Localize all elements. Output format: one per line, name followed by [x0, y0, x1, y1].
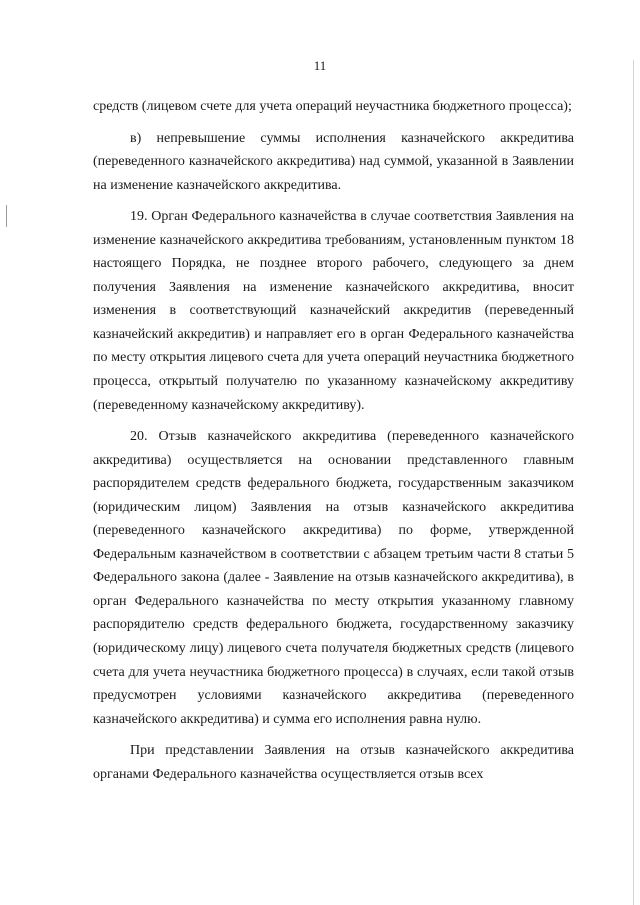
document-body: [93, 95, 574, 794]
paragraph-continuation: средств (лицевом счете для учета операций неучастника бюджетного процесса);: [93, 99, 572, 114]
paragraph-item-v: в) непревышение суммы исполнения казначейского аккредитива (переведенного казначейского аккредитива) над суммой, указанной в Заявлении на изменение казначейского аккредитива.: [93, 130, 574, 193]
paragraph-19: 19. Орган Федерального казначейства в случае соответствия Заявления на изменение казначейского аккредитива требованиям, установленным пунктом 18 настоящего Порядка, не позднее второго рабочего, следующего за днем получения Заявления на изменение казначейского аккредитива, вносит изменения в соответствующий казначейский аккредитив (переведенный казначейский аккредитив) и направляет его в орган Федерального казначейства по месту открытия лицевого счета для учета операций неучастника бюджетного процесса, открытый получателю по указанному казначейскому аккредитиву (переведенному казначейскому аккредитиву).: [93, 209, 574, 413]
paragraph-withdrawal: При представлении Заявления на отзыв казначейского аккредитива органами Федерального казначейства осуществляется отзыв всех: [93, 743, 574, 782]
scan-edge-line: [633, 60, 634, 905]
scan-edge-mark: [6, 205, 7, 227]
paragraph-20: 20. Отзыв казначейского аккредитива (переведенного казначейского аккредитива) осуществляется на основании представленного главным распорядителем средств федерального бюджета, государственным заказчиком (юридическим лицом) Заявления на отзыв казначейского аккредитива (переведенного казначейского аккредитива) по форме, утвержденной Федеральным казначейством в соответствии с абзацем третьим части 8 статьи 5 Федерального закона (далее - Заявление на отзыв казначейского аккредитива), в орган Федерального казначейства по месту открытия указанному главному распорядителю средств федерального бюджета, государственному заказчику (юридическому лицу) лицевого счета получателя бюджетных средств (лицевого счета для учета неучастника бюджетного процесса) в случаях, если такой отзыв предусмотрен условиями казначейского аккредитива (переведенного казначейского аккредитива) и сумма его исполнения равна нулю.: [93, 429, 574, 727]
page-number: 11: [313, 58, 327, 73]
